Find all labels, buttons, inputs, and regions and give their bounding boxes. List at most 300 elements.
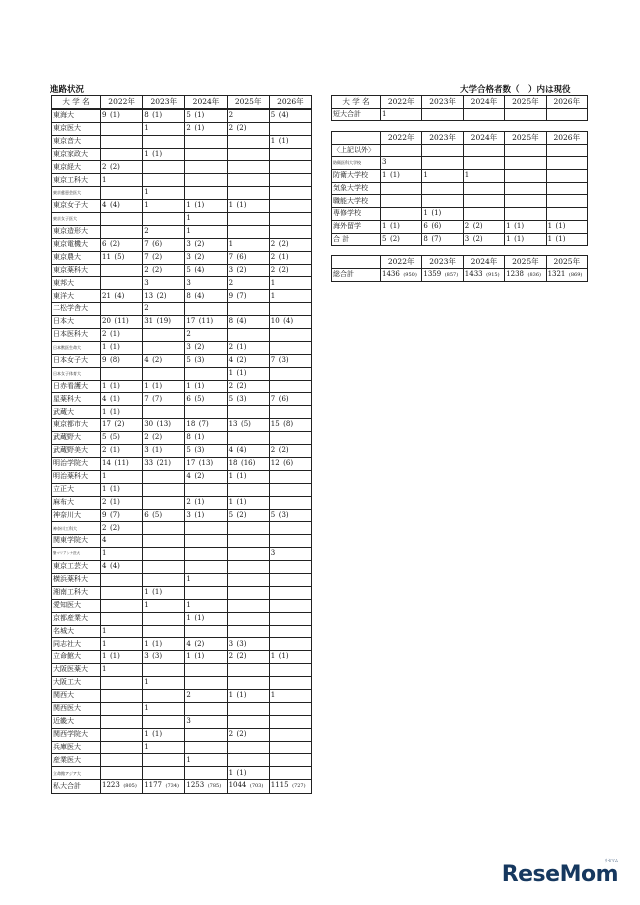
- count-cell: [227, 187, 269, 200]
- current-student-count: (2): [156, 291, 167, 300]
- spacer: [102, 137, 106, 145]
- count-cell: [101, 122, 143, 135]
- count-cell: [185, 419, 227, 432]
- spacer: [423, 184, 427, 192]
- passer-count: 3: [228, 265, 234, 274]
- university-name-cell: 大阪医薬大: [52, 664, 101, 677]
- count-cell: [101, 290, 143, 303]
- passer-count: 1: [270, 652, 276, 661]
- count-cell: [546, 195, 587, 208]
- current-student-count: (1): [194, 652, 205, 661]
- count-cell: [185, 625, 227, 638]
- count-cell: [185, 715, 227, 728]
- count-cell: [185, 612, 227, 625]
- passer-count: 2: [186, 123, 191, 132]
- passer-count: 1: [144, 188, 149, 197]
- count-cell: [101, 561, 143, 574]
- spacer: [186, 549, 190, 557]
- count-cell: [143, 135, 185, 148]
- count-cell: [143, 213, 185, 226]
- count-cell: [185, 200, 227, 213]
- table-row: [52, 406, 312, 419]
- current-student-count: (3): [236, 394, 247, 403]
- spacer: [186, 150, 190, 158]
- count-cell: [101, 148, 143, 161]
- university-name-cell: 星薬科大: [52, 393, 101, 406]
- count-cell: [143, 522, 185, 535]
- spacer: [102, 304, 106, 312]
- count-cell: [143, 109, 185, 122]
- spacer: [548, 197, 552, 205]
- spacer: [506, 197, 510, 205]
- passer-count: 1: [102, 626, 107, 635]
- passer-count: 5: [186, 446, 191, 455]
- table-header-row: [332, 132, 588, 145]
- passer-count: 1321: [547, 269, 566, 278]
- count-cell: [269, 651, 311, 664]
- count-cell: [227, 329, 269, 342]
- count-cell: [101, 135, 143, 148]
- spacer: [548, 146, 552, 154]
- count-cell: [227, 457, 269, 470]
- spacer: [102, 678, 106, 686]
- passer-count: 2: [186, 330, 191, 339]
- count-cell: [185, 174, 227, 187]
- passer-count: 10: [270, 317, 280, 326]
- count-cell: [143, 586, 185, 599]
- spacer: [149, 678, 153, 686]
- count-cell: [101, 689, 143, 702]
- spacer: [144, 756, 148, 764]
- university-name-cell: 東邦大: [52, 277, 101, 290]
- spacer: [233, 111, 237, 119]
- spacer: [144, 214, 148, 222]
- current-student-count: (7): [109, 510, 120, 519]
- passer-count: 5: [382, 234, 387, 243]
- count-cell: [101, 303, 143, 316]
- count-cell: [185, 561, 227, 574]
- count-cell: [143, 561, 185, 574]
- passer-count: 1: [102, 652, 107, 661]
- count-cell: [185, 290, 227, 303]
- passer-count: 11: [102, 252, 111, 261]
- spacer: [271, 717, 275, 725]
- current-student-count: (1): [109, 111, 120, 120]
- current-student-count: (4): [194, 291, 205, 300]
- count-cell: [269, 354, 311, 367]
- count-cell: [101, 174, 143, 187]
- passer-count: 8: [186, 291, 191, 300]
- count-cell: [143, 251, 185, 264]
- spacer: [186, 704, 190, 712]
- passer-count: 1253: [186, 781, 205, 790]
- spacer: [428, 171, 432, 179]
- count-cell: [143, 638, 185, 651]
- count-cell: [463, 108, 504, 121]
- current-student-count: (1): [236, 768, 247, 777]
- count-cell: [505, 268, 546, 282]
- count-cell: [505, 208, 546, 221]
- count-cell: [269, 419, 311, 432]
- spacer: [106, 536, 110, 544]
- count-cell: [143, 664, 185, 677]
- passer-count: 1: [228, 691, 234, 700]
- count-cell: [269, 470, 311, 483]
- spacer: [271, 485, 275, 493]
- count-cell: [269, 135, 311, 148]
- current-student-count: (1): [194, 497, 205, 506]
- spacer: [229, 562, 233, 570]
- spacer: [106, 640, 110, 648]
- count-cell: [227, 432, 269, 445]
- table-row: [332, 195, 588, 208]
- count-cell: [546, 220, 587, 233]
- current-student-count: (1): [236, 497, 247, 506]
- table-row: [52, 496, 312, 509]
- count-cell: [505, 233, 546, 246]
- table-row: [332, 108, 588, 121]
- logo-text: ReseMom: [501, 862, 618, 887]
- count-cell: [143, 290, 185, 303]
- count-cell: [143, 651, 185, 664]
- passer-count: 5: [186, 111, 191, 120]
- current-student-count: (1): [194, 201, 205, 210]
- spacer: [186, 588, 190, 596]
- count-cell: [269, 238, 311, 251]
- header-year: 2022年: [381, 96, 422, 109]
- spacer: [144, 343, 148, 351]
- current-student-count: (5): [152, 510, 163, 519]
- spacer: [144, 536, 148, 544]
- current-student-count: (2): [236, 265, 247, 274]
- spacer: [102, 769, 106, 777]
- count-cell: [101, 161, 143, 174]
- table-row: [52, 109, 312, 122]
- count-cell: [185, 599, 227, 612]
- university-name-cell: 東京経大: [52, 161, 101, 174]
- current-student-count: (1): [194, 123, 205, 132]
- passer-count: 21: [102, 291, 111, 300]
- current-student-count: (1): [514, 221, 525, 230]
- count-cell: [101, 612, 143, 625]
- count-cell: [227, 200, 269, 213]
- count-cell: [269, 457, 311, 470]
- spacer: [102, 227, 106, 235]
- header-year: 2022年: [381, 256, 422, 269]
- passer-count: 2: [228, 652, 234, 661]
- spacer: [186, 188, 190, 196]
- count-cell: [143, 264, 185, 277]
- university-name-cell: 東海大: [52, 109, 101, 122]
- university-name-cell: 明治薬科大: [52, 470, 101, 483]
- count-cell: [546, 144, 587, 157]
- count-cell: [143, 702, 185, 715]
- table-header-row: [52, 96, 312, 109]
- university-name-cell: 短大合計: [332, 108, 381, 121]
- current-student-count: (1): [278, 136, 289, 145]
- count-cell: [227, 303, 269, 316]
- passer-count: 1: [186, 214, 191, 223]
- passer-count: 3: [186, 239, 191, 248]
- count-cell: [143, 496, 185, 509]
- university-name-cell: 聖マリアンナ医大: [52, 548, 101, 561]
- spacer: [186, 665, 190, 673]
- count-cell: [101, 754, 143, 767]
- current-student-count: (2): [152, 265, 163, 274]
- university-name-cell: 日本女子大: [52, 354, 101, 367]
- count-cell: [227, 573, 269, 586]
- header-year: 2023年: [143, 96, 185, 109]
- header-university-name: [332, 256, 381, 269]
- university-name-cell: 神奈川大: [52, 509, 101, 522]
- university-name-cell: 東洋大: [52, 290, 101, 303]
- current-student-count: (2): [109, 523, 120, 532]
- count-cell: [101, 354, 143, 367]
- table-row: [52, 754, 312, 767]
- spacer: [271, 588, 275, 596]
- spacer: [149, 304, 153, 312]
- count-cell: [505, 144, 546, 157]
- current-student-count: (1): [194, 111, 205, 120]
- count-cell: [227, 548, 269, 561]
- table-row: [332, 233, 588, 246]
- count-cell: [185, 406, 227, 419]
- count-cell: [101, 664, 143, 677]
- current-student-count: (727): [292, 783, 306, 790]
- count-cell: [227, 728, 269, 741]
- count-cell: [185, 522, 227, 535]
- count-cell: [143, 406, 185, 419]
- count-cell: [101, 599, 143, 612]
- count-cell: [227, 496, 269, 509]
- current-student-count: (1): [431, 209, 442, 218]
- current-student-count: (5): [114, 252, 125, 261]
- current-student-count: (3): [194, 446, 205, 455]
- university-name-cell: 大阪工大: [52, 677, 101, 690]
- table-row: [52, 586, 312, 599]
- count-cell: [269, 161, 311, 174]
- table-row: [52, 122, 312, 135]
- header-year: 2024年: [463, 96, 504, 109]
- count-cell: [227, 135, 269, 148]
- current-student-count: (2): [472, 234, 483, 243]
- count-cell: [381, 233, 422, 246]
- passer-count: 1: [102, 343, 107, 352]
- passer-count: 1: [186, 227, 191, 236]
- count-cell: [546, 170, 587, 183]
- junior-college-table: [331, 95, 588, 121]
- current-student-count: (2): [109, 162, 120, 171]
- university-name-cell: 合 計: [332, 233, 381, 246]
- spacer: [229, 150, 233, 158]
- spacer: [423, 146, 427, 154]
- spacer: [271, 640, 275, 648]
- header-year: 2022年: [101, 96, 143, 109]
- spacer: [106, 472, 110, 480]
- spacer: [186, 627, 190, 635]
- spacer: [506, 158, 510, 166]
- current-student-count: (2): [194, 252, 205, 261]
- count-cell: [227, 535, 269, 548]
- count-cell: [227, 522, 269, 535]
- current-student-count: (1): [555, 234, 566, 243]
- count-cell: [101, 367, 143, 380]
- header-university-name: 大 学 名: [52, 96, 101, 109]
- university-name-cell: 日本女子体育大: [52, 367, 101, 380]
- count-cell: [269, 561, 311, 574]
- count-cell: [101, 586, 143, 599]
- spacer: [233, 279, 237, 287]
- university-name-cell: 気象大学校: [332, 182, 381, 195]
- spacer: [275, 691, 279, 699]
- count-cell: [227, 238, 269, 251]
- count-cell: [101, 406, 143, 419]
- current-student-count: (1): [389, 171, 400, 180]
- header-year: 2023年: [422, 96, 463, 109]
- count-cell: [269, 200, 311, 213]
- spacer: [271, 575, 275, 583]
- university-name-cell: 関東学院大: [52, 535, 101, 548]
- count-cell: [185, 638, 227, 651]
- spacer: [386, 110, 390, 118]
- count-cell: [422, 208, 463, 221]
- passer-count: 7: [144, 252, 149, 261]
- spacer: [186, 562, 190, 570]
- count-cell: [227, 715, 269, 728]
- spacer: [144, 485, 148, 493]
- table-row: [52, 535, 312, 548]
- table-row: [52, 367, 312, 380]
- spacer: [186, 536, 190, 544]
- count-cell: [185, 238, 227, 251]
- passer-count: 1: [186, 613, 191, 622]
- passer-count: 1: [102, 472, 107, 481]
- current-student-count: (7): [152, 394, 163, 403]
- passer-count: 1: [186, 201, 191, 210]
- passer-count: 8: [423, 234, 428, 243]
- university-name-cell: 関西医大: [52, 702, 101, 715]
- count-cell: [422, 233, 463, 246]
- count-cell: [143, 367, 185, 380]
- table-row: [52, 677, 312, 690]
- spacer: [191, 756, 195, 764]
- table-row: [52, 728, 312, 741]
- current-student-count: (1): [194, 613, 205, 622]
- spacer: [423, 158, 427, 166]
- count-cell: [422, 144, 463, 157]
- count-cell: [463, 170, 504, 183]
- passer-count: 4: [102, 394, 107, 403]
- passer-count: 8: [186, 433, 191, 442]
- university-name-cell: 日本大: [52, 316, 101, 329]
- passer-count: 1: [464, 171, 470, 180]
- passer-count: 1436: [382, 269, 400, 278]
- university-name-cell: 東京家政大: [52, 148, 101, 161]
- university-name-cell: 東京工芸大: [52, 561, 101, 574]
- count-cell: [227, 122, 269, 135]
- spacer: [423, 110, 427, 118]
- passer-count: 1: [547, 221, 553, 230]
- count-cell: [269, 290, 311, 303]
- table-row: [52, 251, 312, 264]
- current-student-count: (3): [278, 510, 289, 519]
- count-cell: [227, 561, 269, 574]
- passer-count: 1: [382, 171, 387, 180]
- spacer: [229, 743, 233, 751]
- spacer: [229, 756, 233, 764]
- count-cell: [185, 380, 227, 393]
- passer-count: 1: [186, 600, 191, 609]
- count-cell: [143, 780, 185, 794]
- current-student-count: (2): [236, 510, 247, 519]
- count-cell: [227, 612, 269, 625]
- count-cell: [185, 509, 227, 522]
- passer-count: 3: [186, 278, 191, 287]
- count-cell: [227, 419, 269, 432]
- current-student-count: (4): [109, 201, 120, 210]
- current-student-count: (915): [486, 271, 500, 278]
- count-cell: [227, 586, 269, 599]
- passer-count: 1: [102, 484, 107, 493]
- passer-count: 31: [144, 317, 154, 326]
- count-cell: [185, 677, 227, 690]
- university-name-cell: 愛知医大: [52, 599, 101, 612]
- passer-count: 4: [102, 201, 107, 210]
- passer-count: 9: [102, 356, 107, 364]
- count-cell: [269, 677, 311, 690]
- passer-count: 5: [186, 265, 191, 274]
- spacer: [271, 769, 275, 777]
- spacer: [149, 227, 153, 235]
- count-cell: [143, 767, 185, 780]
- passer-count: 4: [228, 446, 234, 455]
- current-student-count: (2): [278, 265, 289, 274]
- resemom-logo: [501, 858, 618, 887]
- count-cell: [269, 432, 311, 445]
- spacer: [271, 498, 275, 506]
- spacer: [186, 304, 190, 312]
- passer-count: 1: [186, 381, 191, 390]
- table-row: [52, 354, 312, 367]
- passer-count: 1: [144, 639, 149, 648]
- count-cell: [143, 200, 185, 213]
- passer-count: 1: [144, 381, 149, 390]
- count-cell: [143, 715, 185, 728]
- spacer: [191, 575, 195, 583]
- passer-count: 1044: [228, 781, 247, 790]
- passer-count: 3: [382, 158, 387, 167]
- passer-count: 1: [228, 201, 234, 210]
- passer-count: 7: [144, 394, 149, 403]
- current-student-count: (703): [249, 783, 264, 790]
- spacer: [271, 201, 275, 209]
- count-cell: [381, 170, 422, 183]
- count-cell: [101, 535, 143, 548]
- university-name-cell: 湘南工科大: [52, 586, 101, 599]
- passer-count: 5: [270, 111, 276, 120]
- count-cell: [422, 220, 463, 233]
- table-row: [332, 220, 588, 233]
- passer-count: 1: [144, 201, 149, 210]
- count-cell: [269, 406, 311, 419]
- count-cell: [101, 702, 143, 715]
- spacer: [506, 110, 510, 118]
- current-student-count: (2): [236, 356, 247, 364]
- spacer: [271, 627, 275, 635]
- table-row: [52, 702, 312, 715]
- passer-count: 1: [423, 209, 428, 218]
- passer-count: 5: [186, 356, 191, 364]
